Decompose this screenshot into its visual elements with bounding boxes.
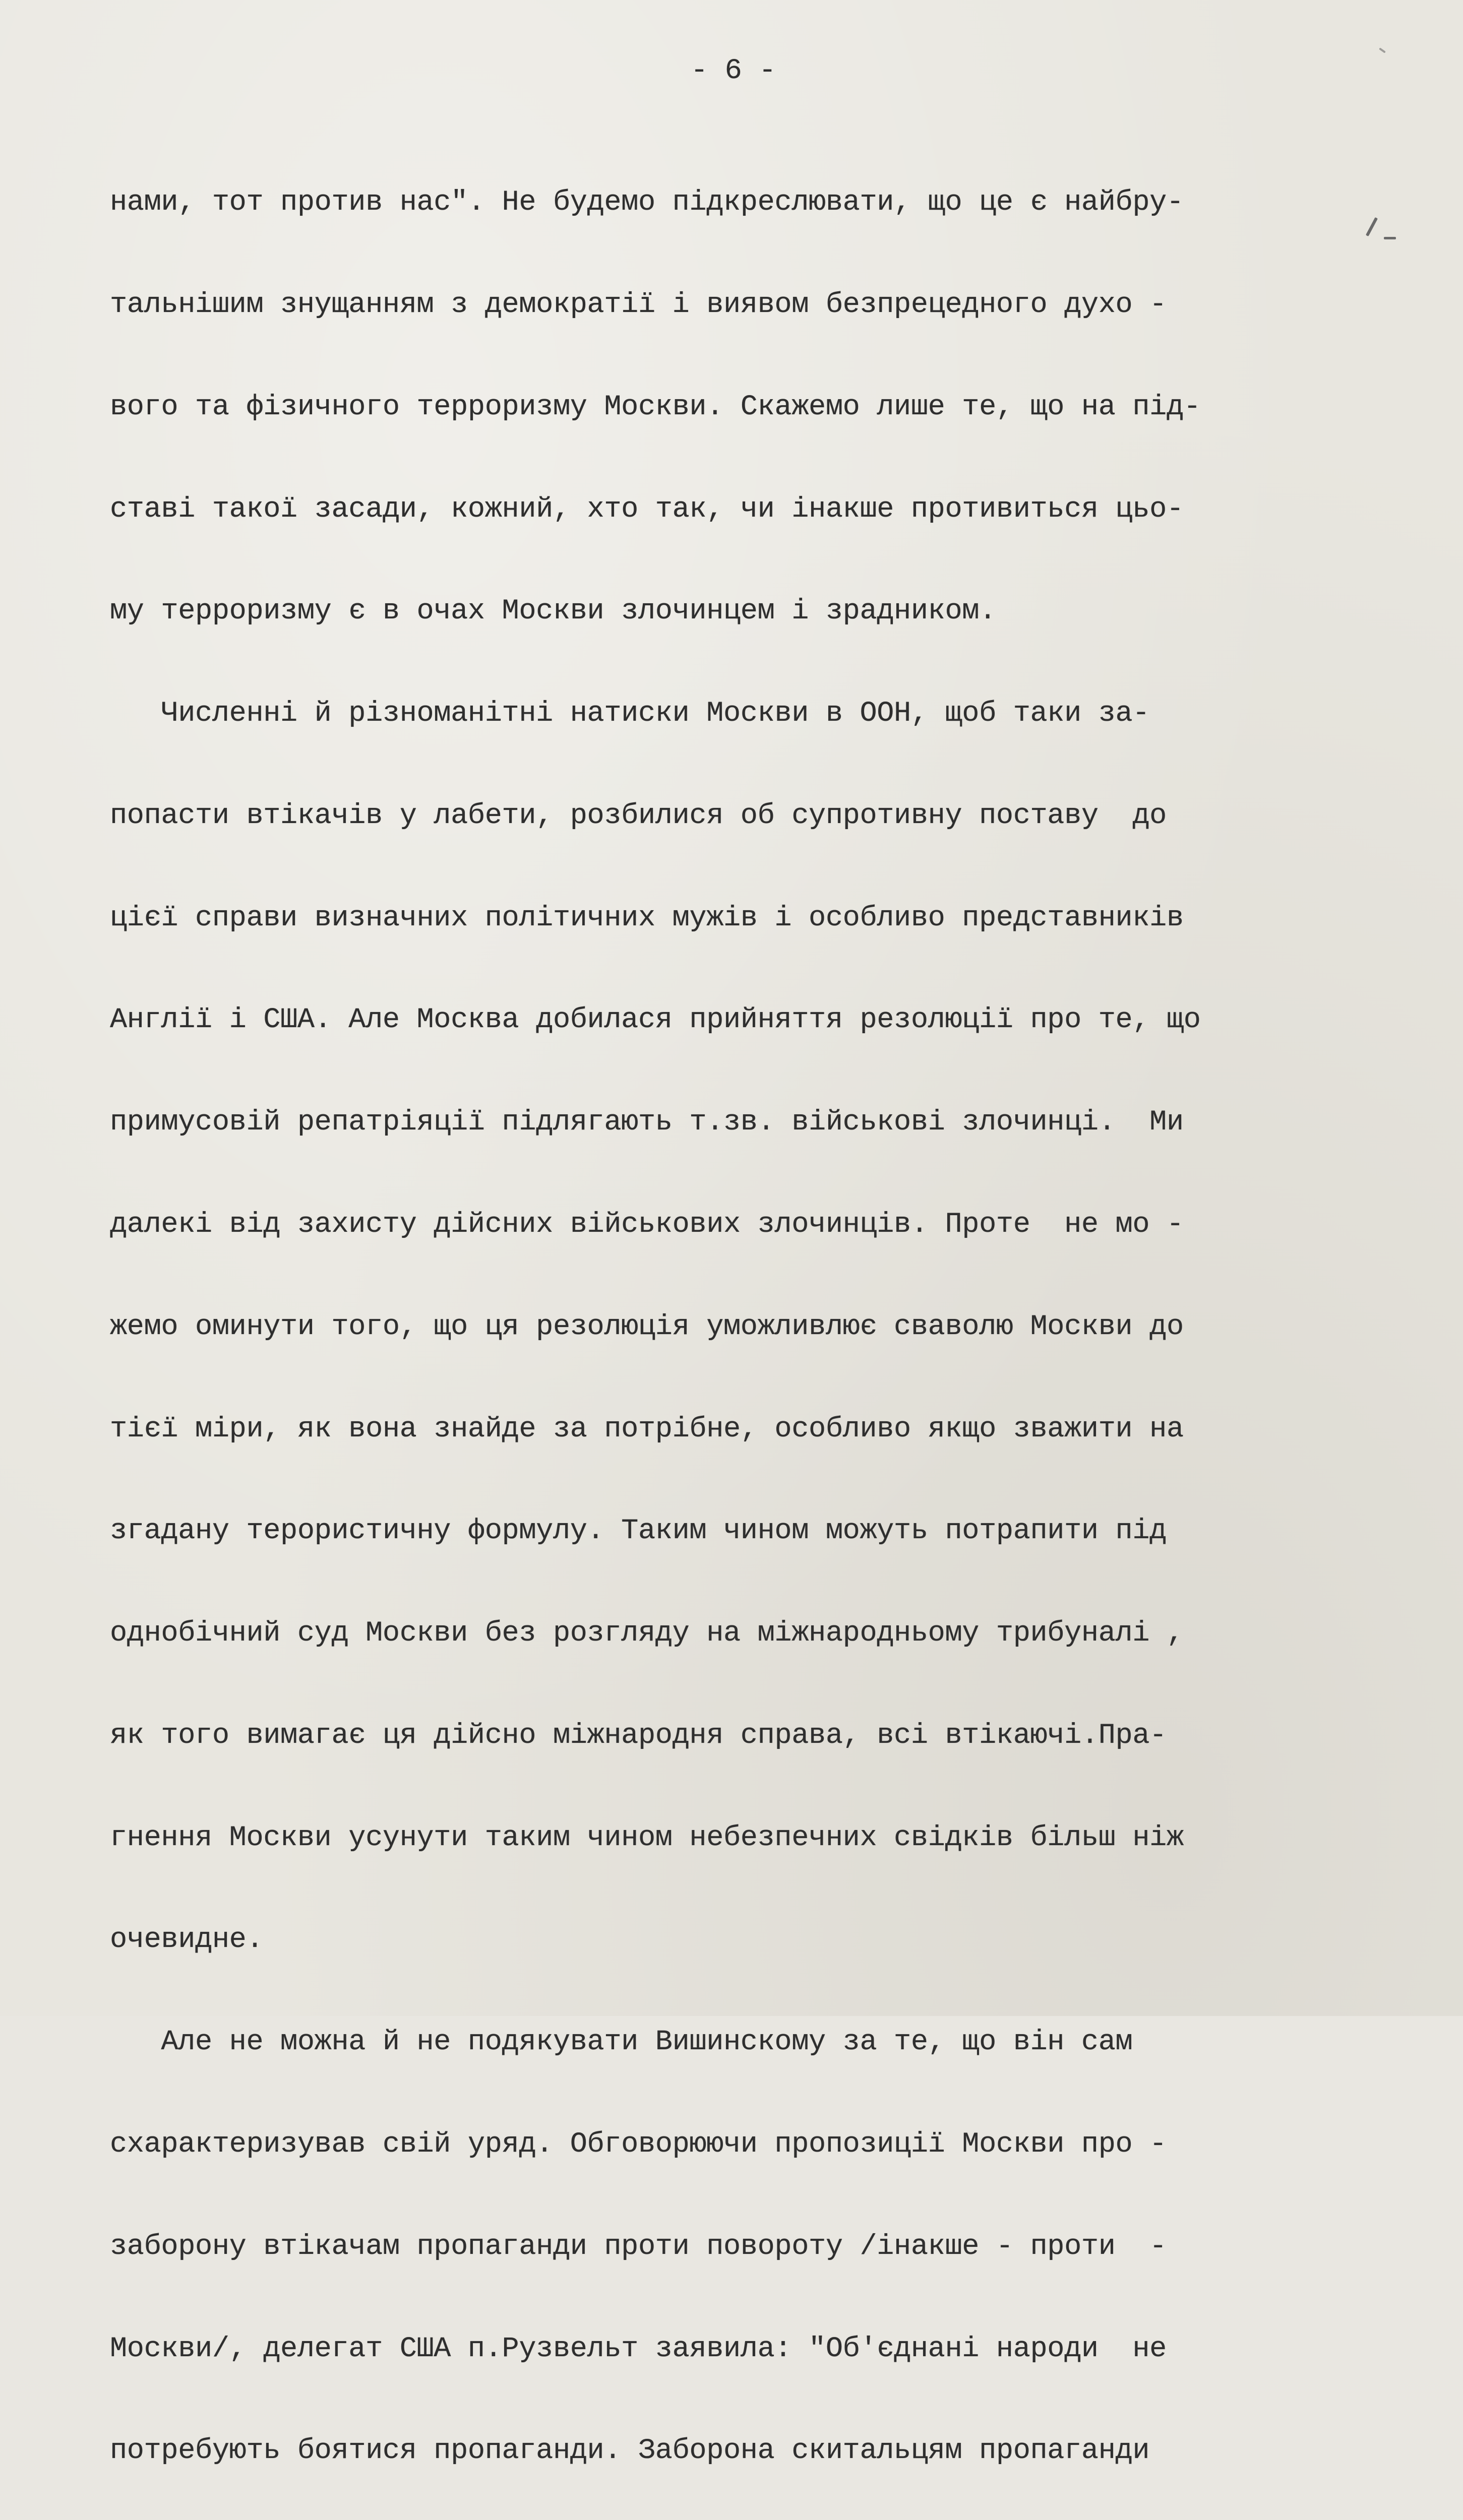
page-number: - 6 - [691,55,776,87]
text-line: тальнішим знущанням з демократії і виявом безпрецедного духо - [110,288,1167,321]
text-line: однобічний суд Москви без розгляду на міжнародньому трибуналі , [110,1617,1184,1650]
text-line: тієї міри, як вона знайде за потрібне, особливо якщо зважити на [110,1413,1184,1445]
text-line: попасти втікачів у лабети, розбилися об супротивну поставу до [110,799,1167,832]
text-line: далекі від захисту дійсних військових злочинців. Проте не мо - [110,1209,1184,1241]
text-line: як того вимагає ця дійсно міжнародня справа, всі втікаючі.Пра- [110,1719,1167,1752]
text-line: примусовій репатріяції підлягають т.зв. військові злочинці. Ми [110,1106,1184,1139]
text-line: му терроризму є в очах Москви злочинцем і зрадником. [110,595,996,628]
text-line: схарактеризував свій уряд. Обговорюючи пропозиції Москви про - [110,2128,1167,2161]
text-line: Англії і США. Але Москва добилася прийняття резолюції про те, що [110,1004,1201,1037]
text-line: вого та фізичного терроризму Москви. Скажемо лише те, що на під- [110,391,1201,423]
text-line: Численні й різноманітні натиски Москви в ООН, щоб таки за- [110,698,1150,730]
text-line: згадану терористичну формулу. Таким чином можуть потрапити під [110,1515,1167,1548]
margin-mark [1366,217,1378,236]
text-line: гнення Москви усунути таким чином небезпечних свідків більш ніж [110,1821,1184,1854]
text-line: нами, тот против нас". Не будемо підкреслювати, що це є найбру- [110,186,1184,219]
text-line: жемо оминути того, що ця резолюція уможливлює сваволю Москви до [110,1310,1184,1343]
text-line: потребують боятися пропаганди. Заборона скитальцям пропаганди [110,2435,1150,2468]
text-line: ставі такої засади, кожний, хто так, чи інакше противиться цьо- [110,493,1184,526]
text-body [110,118,1345,2520]
text-line: очевидне. [110,1924,264,1957]
text-line: цієї справи визначних політичних мужів і особливо представників [110,902,1184,934]
margin-mark [1379,47,1386,53]
text-line: заборону втікачам пропаганди проти повороту /інакше - проти - [110,2230,1167,2263]
text-line: Москви/, делегат США п.Рузвельт заявила: "Об'єднані народи не [110,2333,1167,2365]
margin-mark [1384,237,1396,239]
text-line: Але не можна й не подякувати Вишинскому за те, що він сам [110,2026,1133,2059]
